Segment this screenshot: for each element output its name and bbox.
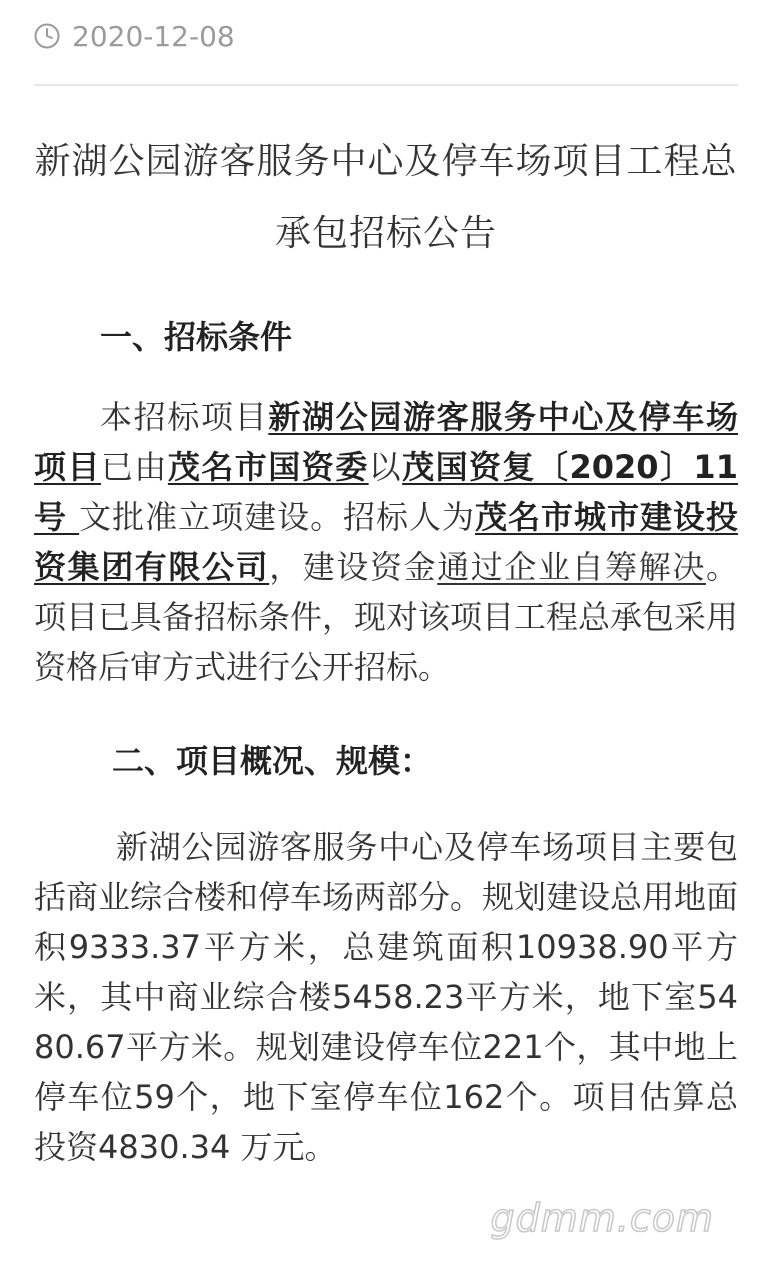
site-watermark: gdmm.com xyxy=(490,1196,714,1240)
article-page xyxy=(34,0,738,1172)
text-run: 。项目已具备招标条件，现对该项目工程总承包采用资格后审方式进行公开招标。 xyxy=(34,548,739,686)
divider xyxy=(34,84,738,86)
text-run: 已由 xyxy=(100,448,168,486)
funding-source: 通过企业自筹解决 xyxy=(437,548,706,586)
text-run: 以 xyxy=(368,448,403,486)
tenderer-name: 茂名市城市建设投资集团有限公司 xyxy=(34,498,738,586)
approval-doc-number: 茂国资复〔2020〕11号 xyxy=(34,448,738,536)
conditions-paragraph xyxy=(34,392,738,692)
project-name: 新湖公园游客服务中心及停车场项目 xyxy=(34,398,738,486)
text-run: 文批准立项建设。招标人为 xyxy=(79,498,476,536)
section-heading-overview: 二、项目概况、规模： xyxy=(112,742,433,780)
overview-paragraph: 新湖公园游客服务中心及停车场项目主要包括商业综合楼和停车场两部分。规划建设总用地面积9333.37平方米，总建筑面积10938.90平方米，其中商业综合楼5458.23平方米，地下室5480.67平方米。规划建设停车位221个，其中地上停车位59个，地下室停车位162个。项目估算总投资4830.34 万元。 xyxy=(34,828,739,1166)
publish-date: 2020-12-08 xyxy=(72,19,235,53)
text-run: 本招标项目 xyxy=(100,398,269,436)
article-title: 新湖公园游客服务中心及停车场项目工程总承包招标公告 xyxy=(34,141,738,254)
section-heading-conditions: 一、招标条件 xyxy=(100,318,293,356)
publish-date-row xyxy=(34,0,738,72)
text-run: ，建设资金 xyxy=(269,548,438,586)
approver-name: 茂名市国资委 xyxy=(167,448,369,486)
clock-icon xyxy=(34,23,60,49)
